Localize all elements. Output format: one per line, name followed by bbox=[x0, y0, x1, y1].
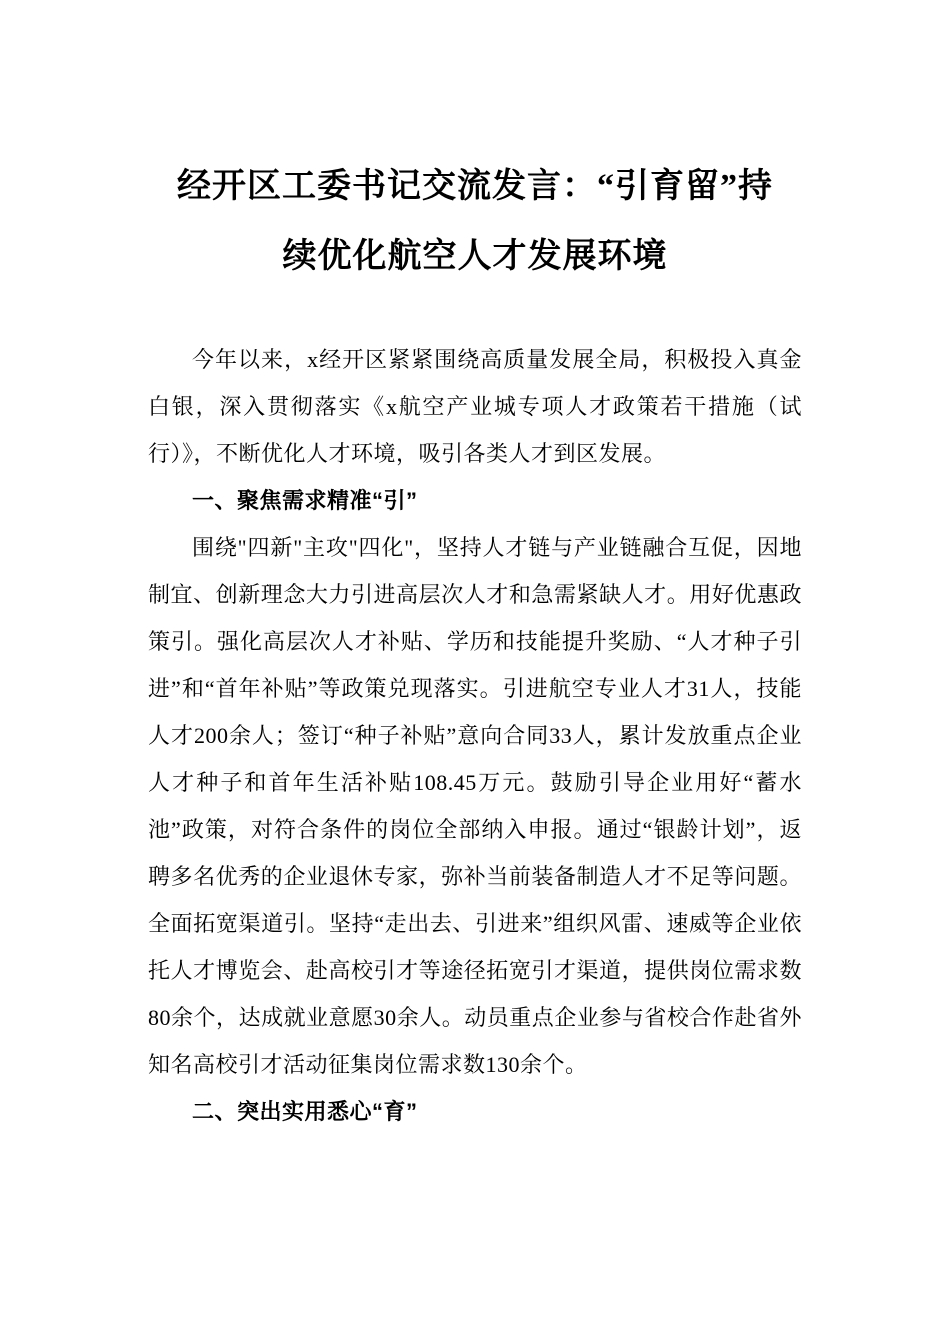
section-heading-2: 二、突出实用悉心“育” bbox=[192, 1099, 418, 1124]
paragraph-section-1: 围绕"四新"主攻"四化"，坚持人才链与产业链融合互促，因地制宜、创新理念大力引进高层次人才和急需紧缺人才。用好优惠政策引。强化高层次人才补贴、学历和技能提升奖励、“人才种子引进”和“首年补贴”等政策兑现落实。引进航空专业人才31人，技能人才200余人；签订“种子补贴”意向合同33人，累计发放重点企业人才种子和首年生活补贴108.45万元。鼓励引导企业用好“蓄水池”政策，对符合条件的岗位全部纳入申报。通过“银龄计划”，返聘多名优秀的企业退休专家，弥补当前装备制造人才不足等问题。全面拓宽渠道引。坚持“走出去、引进来”组织风雷、速威等企业依托人才博览会、赴高校引才等途径拓宽引才渠道，提供岗位需求数80余个，达成就业意愿30余人。动员重点企业参与省校合作赴省外知名高校引才活动征集岗位需求数130余个。 bbox=[148, 535, 802, 1077]
section-heading-1: 一、聚焦需求精准“引” bbox=[192, 488, 418, 513]
document-title-line-1: 经开区工委书记交流发言：“引育留”持 bbox=[177, 168, 773, 205]
document-title bbox=[148, 152, 802, 292]
document-title-line-2: 续优化航空人才发展环境 bbox=[282, 238, 668, 275]
paragraph-intro: 今年以来，x经开区紧紧围绕高质量发展全局，积极投入真金白银，深入贯彻落实《x航空产业城专项人才政策若干措施（试行）》，不断优化人才环境，吸引各类人才到区发展。 bbox=[148, 347, 802, 466]
